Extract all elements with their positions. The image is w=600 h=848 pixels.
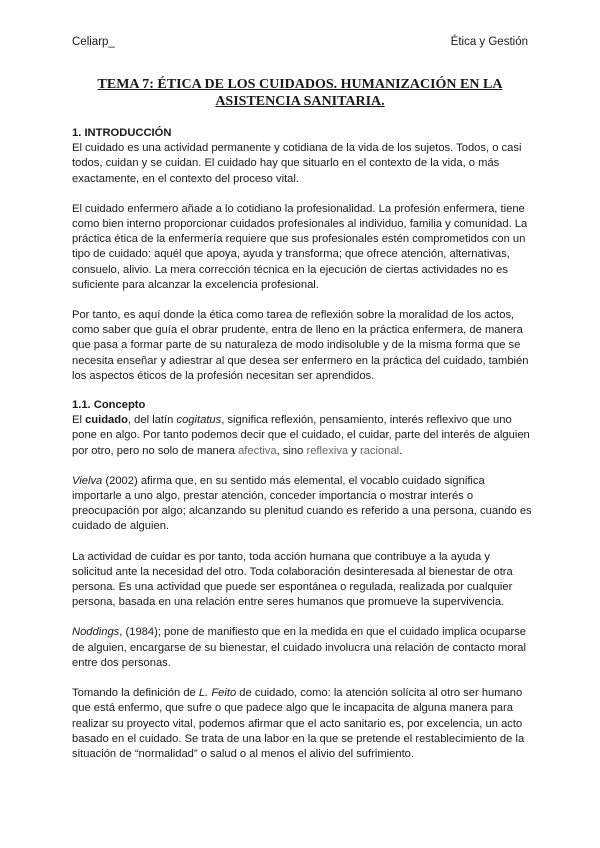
term-racional: racional [359, 444, 400, 457]
header-subject: Ética y Gestión [450, 36, 528, 48]
concepto-paragraph-1: El cuidado, del latín cogitatus, significa reflexión, pensamiento, interés reflexivo que uno pone en algo. Por tanto podemos decir que el cuidado, el cuidar, parte del interés de alguien por otro, pero no solo de manera afectiva, sino reflexiva y racional. [72, 414, 530, 457]
intro-paragraph-1: El cuidado es una actividad permanente y cotidiana de la vida de los sujetos. Todos, o casi todos, cuidan y se cuidan. El cuidado hay que situarlo en el contexto de la vida, o más exactamente, en el contexto del proceso vital. [72, 142, 522, 185]
concepto-paragraph-4: Noddings, (1984); pone de manifiesto que en la medida en que el cuidado implica ocuparse de alguien, encargarse de su bienestar, el cuidado involucra una relación de contacto moral entre dos personas. [72, 626, 527, 669]
header-author: Celiarp_ [72, 36, 115, 48]
author-vielva: Vielva [72, 474, 103, 487]
term-cogitatus: cogitatus [176, 414, 222, 427]
term-reflexiva: reflexiva [306, 444, 349, 457]
document-body [72, 126, 532, 777]
term-afectiva: afectiva [238, 444, 277, 457]
intro-paragraph-2: El cuidado enfermero añade a lo cotidiano la profesionalidad. La profesión enfermera, tiene como bien interno proporcionar cuidados profesionales al individuo, familia y comunidad. La práctica ética de la enfermería requiere que sus profesionales estén comprometidos con un tipo de cuidado: aquél que apoya, ayuda y transforma; que ofrece atención, alternativas, consuelo, alivio. La mera corrección técnica en la ejecución de ciertas actividades no es suficiente para alcanzar la excelencia profesional. [72, 202, 528, 291]
concepto-paragraph-3: La actividad de cuidar es por tanto, toda acción humana que contribuye a la ayuda y solicitud ante la necesidad del otro. Toda colaboración desinteresada al bienestar de otra persona. Es una actividad que puede ser espontánea o regulada, realizada por cualquier persona, basada en una relación entre seres humanos que promueve la supervivencia. [72, 550, 513, 609]
concepto-paragraph-5: Tomando la definición de L. Feito de cuidado, como: la atención solícita al otro ser humano que está enfermo, que sufre o que padece algo que le incapacita de alguna manera para realizar su proyecto vital, podemos afirmar que el acto sanitario es, por excelencia, un acto basado en el cuidado. Se trata de una labor en la que se pretende el restablecimiento de la situación de “normalidad” o salud o al menos el alivio del sufrimiento. [72, 687, 525, 760]
author-feito: L. Feito [198, 687, 237, 700]
section-heading-introduccion: 1. INTRODUCCIÓN [72, 127, 172, 139]
term-cuidado: cuidado [85, 414, 128, 427]
intro-paragraph-3: Por tanto, es aquí donde la ética como tarea de reflexión sobre la moralidad de los actos, como saber que guía el obrar prudente, entra de lleno en la práctica enfermera, de manera que pasa a formar parte de su naturaleza de modo indisoluble y de la misma forma que se necesita enseñar y adiestrar al que desea ser enfermero en la práctica del cuidado, también los aspectos éticos de la profesión necesitan ser aprendidos. [72, 309, 529, 382]
document-title: TEMA 7: ÉTICA DE LOS CUIDADOS. HUMANIZACIÓN EN LA ASISTENCIA SANITARIA. [97, 77, 503, 109]
concepto-paragraph-2: Vielva (2002) afirma que, en su sentido más elemental, el vocablo cuidado significa importarle a uno algo, prestar atención, conceder importancia o mostrar interés o preocupación por algo; alcanzando su plenitud cuando es referido a una persona, cuando es cuidado de alguien. [72, 474, 532, 533]
section-heading-concepto: 1.1. Concepto [72, 399, 146, 412]
author-noddings: Noddings [72, 626, 120, 639]
